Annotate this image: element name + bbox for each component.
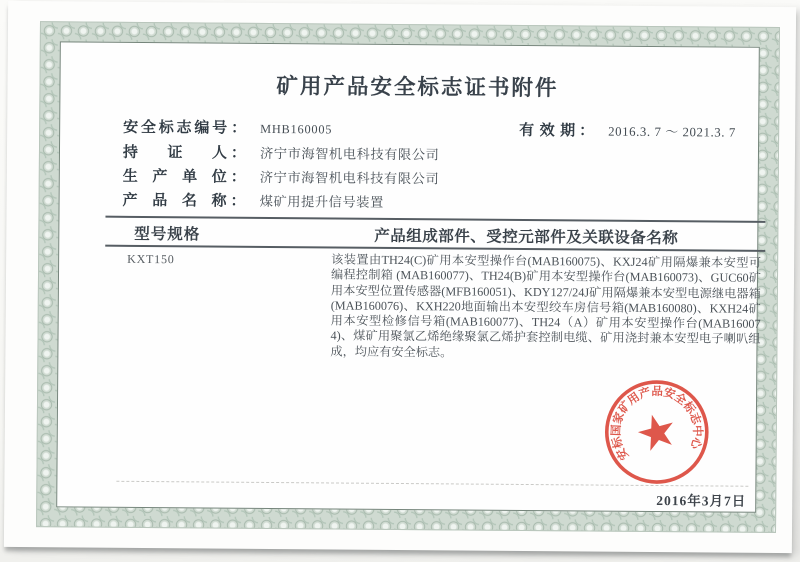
validity-label: 有效期 <box>519 122 576 140</box>
column-header-components: 产品组成部件、受控元部件及关联设备名称 <box>374 227 679 248</box>
colon: ： <box>230 169 246 186</box>
colon: ： <box>231 120 247 137</box>
field-value-product-name: 煤矿用提升信号装置 <box>259 193 384 210</box>
seal-text: 安标国家矿用产品安全标志中心 <box>610 386 703 462</box>
field-label-manufacturer: 生产单位 <box>122 168 227 186</box>
description-cell: 该装置由TH24(C)矿用本安型操作台(MAB160075)、KXJ24矿用隔爆兼本安型可编程控制箱 (MAB160077)、TH24(B)矿用本安型操作台(MAB160073)、GUC60矿用本安型位置传感器(MFB160051)、KDY127/24J矿用隔爆兼本安型电源继电器箱(MAB160076)、KXH220地面输出本安型绞车房信号箱(MAB160080)、KXH24矿用本安型检修信号箱(MAB160077)、TH24（A）矿用本安型操作台(MAB160074)、煤矿用聚氯乙烯绝缘聚氯乙烯护套控制电缆、矿用浇封兼本安型电子喇叭组成，均应有安全标志。 <box>330 252 762 360</box>
field-label-product-name: 产品名称 <box>122 192 227 210</box>
field-value-mark-number: MHB160005 <box>260 121 333 137</box>
field-value-holder: 济宁市海智机电科技有限公司 <box>259 145 440 163</box>
field-row-product-name <box>123 189 384 211</box>
column-header-model: 型号规格 <box>134 225 201 244</box>
colon: ： <box>230 145 247 162</box>
seal-star <box>634 410 678 453</box>
field-row-manufacturer <box>123 165 440 187</box>
validity-value: 2016.3. 7 ～ 2021.3. 7 <box>608 124 736 140</box>
official-seal-stamp <box>588 363 726 501</box>
field-label-mark-number: 安全标志编号 <box>123 119 228 137</box>
colon: ： <box>579 123 595 140</box>
field-row-mark-number <box>123 116 736 140</box>
model-cell: KXT150 <box>127 251 175 267</box>
field-label-holder: 持证人 <box>122 144 228 162</box>
issue-date: 2016年3月7日 <box>656 493 747 509</box>
colon: ： <box>230 193 246 210</box>
field-row-holder <box>123 141 440 163</box>
certificate-paper <box>4 1 796 553</box>
certificate-title: 矿用产品安全标志证书附件 <box>276 74 559 101</box>
validity-group <box>519 119 736 142</box>
field-value-manufacturer: 济宁市海智机电科技有限公司 <box>259 169 440 187</box>
